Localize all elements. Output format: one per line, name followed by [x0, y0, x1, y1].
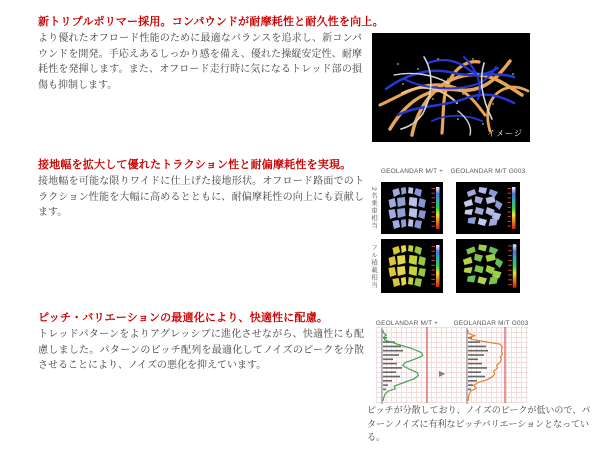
section-heading-pitch: ピッチ・バリエーションの最適化により、快適性に配慮。	[38, 312, 329, 324]
contact-patch-panel	[381, 239, 443, 293]
contact-row-label-bottom: フル積載相当	[370, 243, 377, 289]
contact-patch-visualization	[456, 182, 520, 234]
graph-caption: ピッチが分散しており、ノイズのピークが低いので、パターンノイズに有利なピッチバリエーションとなっている。	[367, 405, 591, 442]
arrow-right-icon: ▶	[439, 369, 446, 378]
image-caption: イメージ	[487, 129, 523, 138]
graph-title-left: GEOLANDAR M/T +	[375, 320, 439, 327]
contact-patch-visualization	[381, 239, 443, 293]
contact-patch-visualization	[381, 182, 443, 234]
contact-patch-panel	[456, 239, 520, 293]
contact-row-label-top: 2名乗車相当	[370, 186, 377, 230]
contact-column-title-right: GEOLANDAR M/T G003	[450, 168, 526, 175]
contact-patch-figure	[368, 165, 530, 305]
section-heading-contact: 接地幅を拡大して優れたトラクション性と耐偏摩耗性を実現。	[38, 159, 352, 171]
section-heading-polymer: 新トリプルポリマー採用。コンパウンドが耐摩耗性と耐久性を向上。	[38, 16, 384, 28]
graph-title-right: GEOLANDAR M/T G003	[453, 320, 529, 327]
polymer-strands-illustration	[372, 33, 530, 142]
contact-patch-visualization	[456, 239, 520, 293]
contact-patch-panel	[381, 182, 443, 234]
contact-column-title-left: GEOLANDAR M/T +	[380, 168, 444, 175]
contact-patch-panel	[456, 182, 520, 234]
polymer-strands-image	[372, 33, 530, 142]
section-body-pitch: トレッドパターンをよりアグレッシブに進化させながら、快適性にも配慮しました。パターンのピッチ配列を最適化してノイズのピークを分散させることにより、ノイズの悪化を抑えています。	[38, 329, 364, 371]
section-body-polymer: より優れたオフロード性能のために最適なバランスを追求し、新コンパウンドを開発。手応えあるしっかり感を備え、優れた操縦安定性、耐摩耗性を発揮します。また、オフロード走行時に気になるトレッド部の損傷も抑制します。	[38, 33, 362, 91]
section-body-contact: 接地幅を可能な限りワイドに仕上げた接地形状。オフロード路面でのトラクション性能を大幅に高めるとともに、耐偏摩耗性の向上にも貢献します。	[38, 176, 364, 218]
